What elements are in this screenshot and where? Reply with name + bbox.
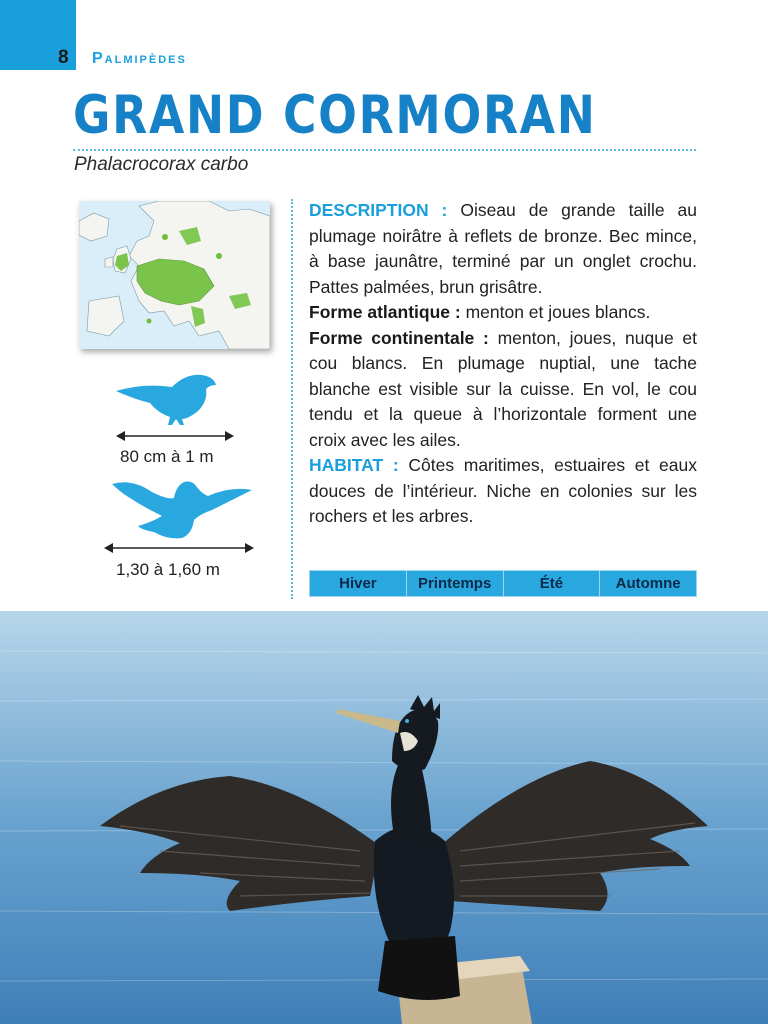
season-winter: Hiver [310, 571, 407, 596]
length-label: 80 cm à 1 m [120, 447, 214, 466]
habitat-label: HABITAT : [309, 455, 399, 475]
continental-body: menton, joues, nuque et cou blancs. En plumage nuptial, une tache blanche est visible sur la cuisse. En vol, le cou tendu et la queue à l’horizontale forment une croix avec les ailes. [309, 327, 698, 450]
title-divider [73, 149, 696, 151]
season-autumn: Automne [600, 571, 696, 596]
cormorant-photo [0, 611, 768, 1024]
continental-paragraph [309, 326, 697, 454]
season-summer: Été [504, 571, 601, 596]
atlantic-paragraph [309, 300, 697, 326]
description-text [309, 198, 697, 530]
habitat-body: Côtes maritimes, estuaires et eaux douces de l’intérieur. Niche en colonies sur les rochers et les arbres. [309, 455, 697, 526]
latin-name: Phalacrocorax carbo [74, 154, 249, 175]
description-label: DESCRIPTION : [309, 200, 448, 220]
continental-label: Forme continentale : [309, 327, 489, 348]
section-title: Palmipèdes [92, 50, 187, 67]
atlantic-body: menton et joues blancs. [465, 302, 651, 322]
cormorant-photo-illustration [0, 611, 768, 1024]
distribution-map [79, 201, 270, 349]
wingspan-label: 1,30 à 1,60 m [116, 560, 220, 579]
description-paragraph [309, 198, 697, 300]
standing-bird-silhouette-icon [114, 369, 220, 425]
atlantic-label: Forme atlantique : [309, 302, 461, 322]
wingspan-arrow-icon [104, 542, 254, 554]
season-bar [309, 570, 697, 597]
page-number: 8 [58, 47, 69, 68]
page-title: GRAND CORMORAN [73, 85, 597, 146]
description-body: Oiseau de grande taille au plumage noirâtre à reflets de bronze. Bec mince, à base jaunâtre, terminé par un onglet crochu. Pattes palmées, brun grisâtre. [309, 200, 697, 297]
season-spring: Printemps [407, 571, 504, 596]
europe-map-icon [79, 201, 270, 349]
length-arrow-icon [116, 430, 234, 442]
flying-bird-silhouette-icon [112, 470, 252, 540]
habitat-paragraph [309, 453, 697, 530]
column-divider [291, 199, 293, 599]
